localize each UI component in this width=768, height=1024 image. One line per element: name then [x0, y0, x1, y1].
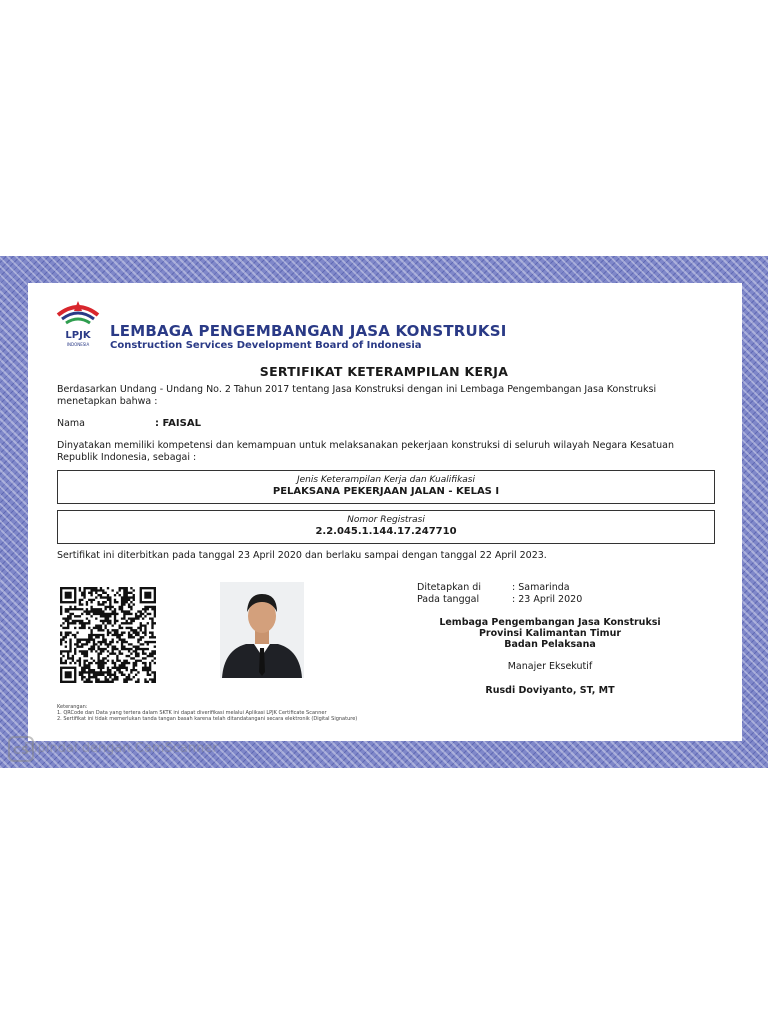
svg-text:CS: CS [12, 744, 30, 757]
logo-subtext: INDONESIA [66, 342, 90, 347]
qualification-value: PELAKSANA PEKERJAAN JALAN - KELAS I [272, 486, 500, 497]
signer-name: Rusdi Doviyanto, ST, MT [485, 685, 615, 696]
org-name: LEMBAGA PENGEMBANGAN JASA KONSTRUKSI [110, 322, 507, 340]
issue-place-value: : Samarinda [512, 582, 570, 593]
qr-finder-pattern [140, 587, 156, 603]
qr-code[interactable] [56, 587, 160, 683]
intro-paragraph: Berdasarkan Undang - Undang No. 2 Tahun 2017 tentang Jasa Konstruksi dengan ini Lembaga Pengembangan Jasa Konstruksi menetapkan bahwa : [57, 384, 657, 407]
lpjk-logo [52, 293, 104, 349]
issue-date-value: : 23 April 2020 [512, 594, 583, 605]
qualification-caption: Jenis Keterampilan Kerja dan Kualifikasi [296, 475, 475, 485]
org-subtitle: Construction Services Development Board of Indonesia [110, 340, 422, 351]
issue-date-label: Pada tanggal [417, 594, 480, 605]
registration-caption: Nomor Registrasi [347, 515, 425, 525]
issue-place-label: Ditetapkan di [417, 582, 481, 593]
footnote-line-2: 2. Sertifikat ini tidak memerlukan tanda tangan basah karena telah ditandatangani secara elektronik (Digital Signature) [57, 716, 358, 722]
issuer-line-1: Lembaga Pengembangan Jasa Konstruksi [439, 617, 661, 628]
issuer-line-3: Badan Pelaksana [504, 639, 596, 650]
statement-paragraph: Dinyatakan memiliki kompetensi dan kemampuan untuk melaksanakan pekerjaan konstruksi di seluruh wilayah Negara Kesatuan Republik Indonesia, sebagai : [57, 440, 675, 463]
qr-finder-pattern [60, 587, 76, 603]
signer-role: Manajer Eksekutif [507, 661, 593, 672]
footnote-line-1: 1. QRCode dan Data yang tertera dalam SKTK ini dapat diverifikasi melalui Aplikasi LPJK Certificate Scanner [57, 710, 327, 716]
certificate-title: SERTIFIKAT KETERAMPILAN KERJA [259, 364, 509, 379]
holder-photo [220, 582, 304, 678]
camscanner-watermark: Dipindai dengan CamScanner [24, 741, 218, 756]
logo-text: LPJK [65, 330, 91, 341]
issue-place-row [417, 582, 570, 593]
issue-date-row [417, 594, 582, 605]
footnote-heading: Keterangan: [57, 704, 88, 710]
registration-box [57, 510, 715, 544]
qualification-box [57, 470, 715, 504]
validity-text: Sertifikat ini diterbitkan pada tanggal 23 April 2020 dan berlaku sampai dengan tanggal 22 April 2023. [57, 550, 547, 561]
issuer-line-2: Provinsi Kalimantan Timur [478, 628, 622, 639]
name-value: : FAISAL [155, 418, 201, 429]
registration-value: 2.2.045.1.144.17.247710 [315, 526, 457, 537]
qr-finder-pattern [60, 667, 76, 683]
name-label: Nama [57, 418, 86, 429]
